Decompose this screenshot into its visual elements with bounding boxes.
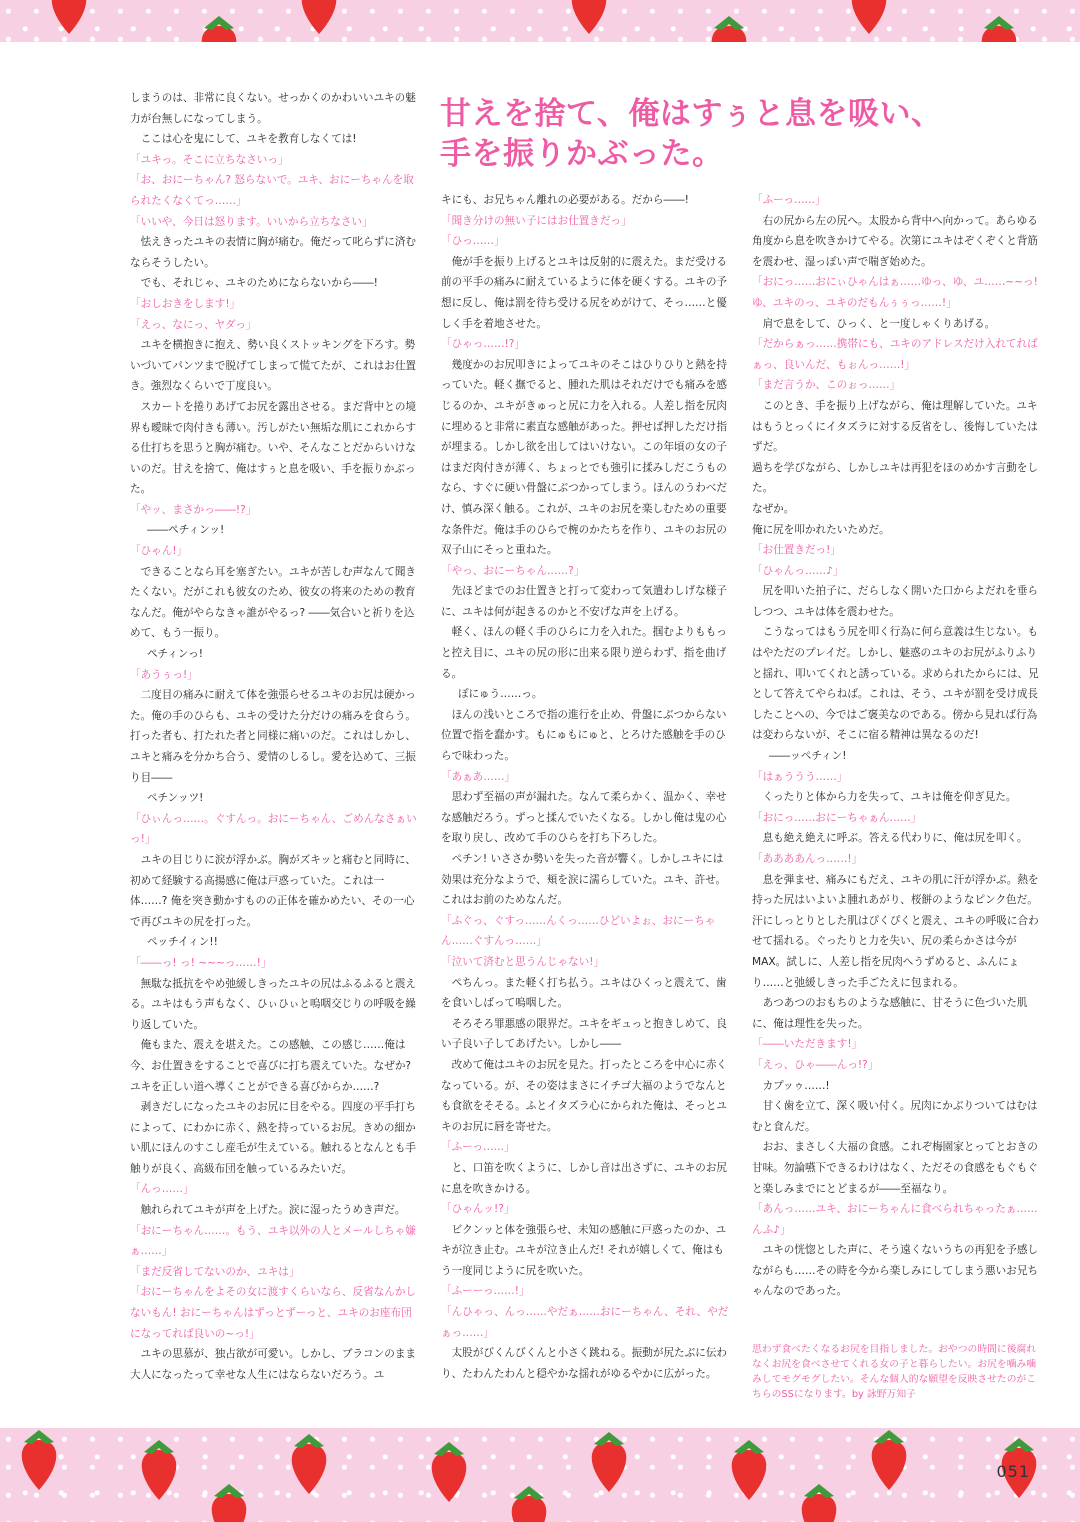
strawberry-icon bbox=[970, 8, 1028, 42]
text-column-3 bbox=[752, 190, 1042, 1302]
dialogue-line: 「ひゃん!」 bbox=[130, 545, 188, 558]
sound-effect-line: ぽにゅう……っ。 bbox=[457, 688, 543, 701]
sound-effect-line: ぺチィンっ! bbox=[146, 648, 204, 661]
strawberry-icon bbox=[190, 8, 248, 42]
sound-effect-line: ペッチイィン!! bbox=[146, 936, 218, 949]
dialogue-line: 「やっ、おにーちゃん……?」 bbox=[441, 564, 585, 577]
strawberry-icon bbox=[700, 8, 758, 42]
dialogue-line: 「ふぐっ、ぐすっ……んくっ……ひどいよぉ、おにーちゃん……ぐすんっ……」 bbox=[441, 914, 716, 948]
narration-paragraph: カプッゥ……! bbox=[762, 1079, 830, 1092]
narration-paragraph: キにも、お兄ちゃん離れの必要がある。だから――! bbox=[441, 194, 689, 206]
dialogue-line: 「ひっ……」 bbox=[441, 235, 505, 248]
narration-paragraph: おお、まさしく大福の食感。これぞ梅園家とってとおきの甘味。勿論嚥下できるわけはなく、ただその食感をもぐもぐと楽しみまでにとどまるが――至福なり。 bbox=[752, 1141, 1038, 1195]
strawberry-icon bbox=[280, 1428, 338, 1496]
strawberry-icon bbox=[860, 1428, 918, 1492]
dialogue-line: 「はぁううう……」 bbox=[752, 770, 848, 783]
strawberry-icon bbox=[10, 1428, 68, 1492]
narration-paragraph: ほんの浅いところで指の進行を止め、骨盤にぶつからない位置で指を蠢かす。もにゅもにゅと、とろけた感触を手のひらで味わった。 bbox=[441, 708, 727, 763]
narration-paragraph: 思わず至福の声が漏れた。なんて柔らかく、温かく、幸せな感触だろう。ずっと揉んでいたくなる。しかし俺は鬼の心を取り戻し、改めて手のひらを打ち下ろした。 bbox=[441, 791, 727, 845]
narration-paragraph: 息も絶え絶えに呼ぶ。答える代わりに、俺は尻を叩く。 bbox=[762, 832, 1028, 845]
strawberry-pattern-band-top bbox=[0, 0, 1080, 42]
narration-paragraph: ペチン! いささか勢いを失った音が響く。しかしユキには効果は充分なようで、頬を涙に濡らしていた。ユキ、許せ。これはお前のためなんだ。 bbox=[441, 853, 727, 907]
narration-paragraph: ユキを横抱きに抱え、勢い良くストッキングを下ろす。勢いづいてパンツまで脱げてしまって慌てたが、これはお仕置き。強烈なくらいで丁度良い。 bbox=[130, 339, 417, 393]
dialogue-line: 「ひぃんっ……。ぐすんっ。おにーちゃん、ごめんなさぁいっ!」 bbox=[130, 812, 417, 846]
strawberry-icon bbox=[200, 1476, 258, 1522]
narration-paragraph: くったりと体から力を失って、ユキは俺を仰ぎ見た。 bbox=[762, 791, 1017, 804]
story-headline bbox=[440, 94, 1040, 174]
narration-paragraph: 右の尻から左の尻へ。太股から背中へ向かって。あらゆる角度から息を吹きかけてやる。次第にユキはぞくぞくと背筋を震わせ、湿っぽい声で喘ぎ始めた。 bbox=[752, 214, 1039, 268]
author-afterword: 思わず食べたくなるお尻を目指しました。おやつの時間に後腐れなくお尻を食べさせてくれる女の子と暮らしたい。お尻を噛み噛みしてモグモグしたい。そんな個人的な願望を反映させたのがこちらのSSになります。by 詠野万知子 bbox=[752, 1344, 1037, 1400]
narration-paragraph: こうなってはもう尻を叩く行為に何ら意義は生じない。もはやただのプレイだ。しかし、魅惑のユキのお尻がふりふりと揺れ、叩いてくれと誘っている。求められたからには、兄として答えてやらねば。これは、そう、ユキが罰を受け成長したことへの、今ではご褒美なのである。傍から見れば行為は変わらないが、そこに宿る精神は異なるのだ! bbox=[752, 626, 1039, 742]
page-number: 051 bbox=[996, 1462, 1030, 1481]
dialogue-line: 「まだ言うか、このぉっ……」 bbox=[752, 379, 901, 392]
narration-paragraph: 二度目の痛みに耐えて体を強張らせるユキのお尻は硬かった。俺の手のひらも、ユキの受けた分だけの痛みを食らう。打った者も、打たれた者と同様に痛いのだ。これはしかし、ユキと痛みを分かち合う、愛情のしるし。愛を込めて、三振り目―― bbox=[130, 689, 417, 784]
narration-paragraph: 触れられてユキが声を上げた。涙に湿ったうめき声だ。 bbox=[140, 1204, 406, 1217]
narration-paragraph: ビクンッと体を強張らせ、未知の感触に戸惑ったのか、ユキが泣き止む。ユキが泣き止んだ! それが嬉しくて、俺はもう一度同じように尻を吹いた。 bbox=[441, 1223, 727, 1277]
dialogue-line: 「泣いて済むと思うんじゃない!」 bbox=[441, 955, 605, 968]
text-column-1 bbox=[130, 88, 420, 1385]
headline-line-2: 手を振りかぶった。 bbox=[440, 136, 724, 172]
dialogue-line: 「おしおきをします!」 bbox=[130, 297, 241, 310]
narration-paragraph: 改めて俺はユキのお尻を見た。打ったところを中心に赤くなっている。が、その姿はまさにイチゴ大福のようでなんとも食欲をそそる。ふとイタズラ心にかられた俺は、そっとユキのお尻に唇を寄せた。 bbox=[441, 1058, 728, 1133]
dialogue-line: 「だからぁっ……携帯にも、ユキのアドレスだけ入れてればぁっ、良いんだ、もぉんっ……!」 bbox=[752, 338, 1038, 371]
dialogue-line: 「お、おにーちゃん? 怒らないで。ユキ、おにーちゃんを取られたくなくてっ……」 bbox=[130, 174, 414, 207]
text-column-2 bbox=[441, 190, 731, 1384]
dialogue-line: 「ふーっ……」 bbox=[441, 1141, 515, 1154]
narration-paragraph: と、口笛を吹くように、しかし音は出さずに、ユキのお尻に息を吹きかける。 bbox=[441, 1161, 728, 1195]
dialogue-line: 「ひゃっ……!?」 bbox=[441, 338, 526, 351]
narration-paragraph: ユキの目じりに涙が浮かぶ。胸がズキッと痛むと同時に、初めて経験する高揚感に俺は戸惑っていた。これは一体……? 俺を突き動かすものの正体を確かめたい、その一心で再びユキの尻を打った。 bbox=[130, 853, 417, 928]
narration-paragraph: 甘く歯を立て、深く吸い付く。尻肉にかぶりついてはむはむと食んだ。 bbox=[752, 1100, 1038, 1133]
strawberry-pattern-band-bottom bbox=[0, 1428, 1080, 1522]
narration-paragraph: 軽く、ほんの軽く手のひらに力を入れた。掴むよりももっと控え目に、ユキの尻の形に出来る限り逆らわず、指を曲げる。 bbox=[441, 626, 727, 680]
dialogue-line: 「んっ……」 bbox=[130, 1183, 194, 1196]
narration-paragraph: ユキの恍惚とした声に、そう遠くないうちの再犯を予感しながらも……その時を今から楽しみにしてしまう悪いお兄ちゃんなのであった。 bbox=[752, 1244, 1039, 1298]
dialogue-line: 「いいや、今日は怒ります。いいから立ちなさい」 bbox=[130, 215, 373, 228]
narration-paragraph: ここは心を鬼にして、ユキを教育しなくては! bbox=[140, 133, 357, 146]
narration-paragraph: ぺちんっ。また軽く打ち払う。ユキはひくっと震えて、歯を食いしばって嗚咽した。 bbox=[441, 976, 727, 1010]
headline-line-1: 甘えを捨て、俺はすぅと息を吸い、 bbox=[440, 96, 943, 132]
dialogue-line: 「聞き分けの無い子にはお仕置きだっ」 bbox=[441, 214, 632, 227]
strawberry-icon bbox=[420, 1434, 478, 1504]
dialogue-line: 「ああああんっ……!」 bbox=[752, 853, 863, 865]
dialogue-line: 「えっ、ひゃ――んっ!?」 bbox=[752, 1058, 879, 1071]
narration-paragraph: 幾度かのお尻叩きによってユキのそこはひりひりと熱を持っていた。軽く撫でると、腫れた肌はそれだけでも痛みを感じるのか、ユキがきゅっと尻に力を入れる。人差し指を尻肉に埋めると非常に素直な感触があった。押せば押しただけ指が埋まる。しかし欲を出してはいけない。この年頃の女の子はまだ肉付きが薄く、ちょっとでも強引に揉みしだこうものなら、すぐに硬い骨盤にぶつかってしまう。ほんのうわべだけ、慎み深く触る。これが、ユキのお尻を楽しむための重要な条件だ。俺は手のひらで椀のかたちを作り、ユキのお尻の双子山にそっと重ねた。 bbox=[441, 358, 728, 557]
narration-paragraph: 尻を叩いた拍子に、だらしなく開いた口からよだれを垂らしつつ、ユキは体を震わせた。 bbox=[752, 585, 1039, 618]
narration-paragraph: できることなら耳を塞ぎたい。ユキが苦しむ声なんて聞きたくない。だがこれも彼女のため、彼女の将来のための教育なんだ。俺がやらなきゃ誰がやるっ? ――気合いと祈りを込めて、もう一振り。 bbox=[130, 565, 417, 640]
dialogue-line: 「ひゃんッ!?」 bbox=[441, 1203, 515, 1216]
narration-paragraph: あつあつのおもちのような感触に、甘そうに色づいた肌に、俺は理性を失った。 bbox=[752, 997, 1028, 1030]
narration-paragraph: 怯えきったユキの表情に胸が痛む。俺だって叱らずに済むならそうしたい。 bbox=[130, 236, 417, 269]
dialogue-line: 「やッ、まさかっ――!?」 bbox=[130, 503, 257, 516]
dialogue-line: 「まだ反省してないのか、ユキは」 bbox=[130, 1265, 300, 1278]
strawberry-icon bbox=[560, 0, 618, 36]
narration-paragraph: 俺もまた、震えを堪えた。この感触、この感じ……俺は今、お仕置きをすることで喜びに打ち震えていた。なぜか? ユキを正しい道へ導くことができる喜びからか……? bbox=[130, 1039, 412, 1093]
narration-paragraph: 無駄な抵抗をやめ弛緩しきったユキの尻はふるふると震える。ユキはもう声もなく、ひぃひぃと嗚咽交じりの呼吸を繰り返していた。 bbox=[130, 977, 417, 1031]
narration-paragraph: 先ほどまでのお仕置きと打って変わって気遣わしげな様子に、ユキは何が起きるのかと不安げな声を上げる。 bbox=[441, 585, 727, 618]
dialogue-line: 「あうぅっ!」 bbox=[130, 668, 198, 681]
sound-effect-line: ――ッペチィン! bbox=[768, 750, 847, 763]
dialogue-line: 「おにーちゃん……。もう、ユキ以外の人とメールしちゃ嫌ぁ……」 bbox=[130, 1224, 416, 1258]
dialogue-line: 「――っ! っ! ~~~っ……!」 bbox=[130, 956, 272, 969]
dialogue-line: 「あぁあ……」 bbox=[441, 770, 516, 783]
dialogue-line: 「ユキっ。そこに立ちなさいっ」 bbox=[130, 153, 289, 166]
narration-paragraph: 俺が手を振り上げるとユキは反射的に震えた。まだ受ける前の平手の痛みに耐えているように体を硬くする。ユキの予想に反し、俺は罰を待ち受ける尻をめがけて、そっ……と優しく手を着地させた。 bbox=[441, 255, 728, 330]
narration-paragraph: 過ちを学びながら、しかしユキは再犯をほのめかす言動をした。 bbox=[752, 461, 1039, 495]
strawberry-icon bbox=[840, 0, 898, 36]
narration-paragraph: 俺に尻を叩かれたいためだ。 bbox=[752, 523, 890, 536]
dialogue-line: 「おにっ……おにぃひゃんはぁ……ゆっ、ゆ、ユ……~~っ! ゆ、ユキのっ、ユキのだもんぅぅっ……!」 bbox=[752, 276, 1038, 309]
sound-effect-line: ペチンッツ! bbox=[146, 792, 204, 805]
narration-paragraph: でも、それじゃ、ユキのためにならないから――! bbox=[140, 277, 378, 290]
strawberry-icon bbox=[500, 1478, 558, 1522]
sound-effect-line: ――ぺチィンッ! bbox=[146, 524, 225, 537]
narration-paragraph: なぜか。 bbox=[752, 502, 795, 515]
dialogue-line: 「おにーちゃんをよその女に渡すくらいなら、反省なんかしないもん! おにーちゃんはずっとずーっと、ユキのお座布団になってれば良いの~っ!」 bbox=[130, 1286, 417, 1340]
dialogue-line: 「んひゃっ、んっ……やだぁ……おにーちゃん、それ、やだぁっ……」 bbox=[441, 1306, 729, 1339]
narration-paragraph: 太股がびくんびくんと小さく跳ねる。振動が尻たぶに伝わり、たわんたわんと穏やかな揺れがゆるやかに広がった。 bbox=[441, 1347, 728, 1380]
narration-paragraph: そろそろ罪悪感の限界だ。ユキをギュっと抱きしめて、良い子良い子してあげたい。しかし―― bbox=[441, 1017, 727, 1051]
narration-paragraph: しまうのは、非常に良くない。せっかくのかわいいユキの魅力が台無しになってしまう。 bbox=[130, 92, 416, 125]
narration-paragraph: スカートを捲りあげてお尻を露出させる。まだ背中との境界も曖昧で肉付きも薄い。汚しがたい無垢な肌にこれからする仕打ちを思うと胸が痛む。いや、そんなことだからいけないのだ。甘えを捨て、俺はすぅと息を吸い、手を振りかぶった。 bbox=[130, 400, 417, 496]
dialogue-line: 「ふーっ……」 bbox=[752, 194, 826, 206]
dialogue-line: 「ふーーっ……!」 bbox=[441, 1285, 530, 1298]
strawberry-icon bbox=[720, 1432, 778, 1502]
strawberry-icon bbox=[290, 0, 348, 36]
dialogue-line: 「おにっ……おにーちゃぁん……」 bbox=[752, 811, 922, 824]
narration-paragraph: 息を弾ませ、痛みにもだえ、ユキの肌に汗が浮かぶ。熱を持った尻はいよいよ腫れあがり、桜餅のようなピンク色だ。汗にしっとりとした肌はぴくぴくと震え、ユキの呼吸に合わせて揺れる。ぐったりと力を失い、尻の柔らかさは今がMAX。試しに、人差し指を尻肉へうずめると、ふんにょり……と弛緩しきった手ごたえに包まれる。 bbox=[752, 873, 1039, 989]
strawberry-icon bbox=[580, 1428, 638, 1494]
dialogue-line: 「――いただきます!」 bbox=[752, 1038, 863, 1051]
strawberry-icon bbox=[790, 1476, 848, 1522]
dialogue-line: 「あんっ……ユキ、おにーちゃんに食べられちゃったぁ……んふ♪」 bbox=[752, 1203, 1038, 1236]
narration-paragraph: ユキの思慕が、独占欲が可愛い。しかし、ブラコンのまま大人になったって幸せな人生にはならないだろう。ユ bbox=[130, 1348, 417, 1381]
dialogue-line: 「ひゃんっ……♪」 bbox=[752, 564, 844, 577]
narration-paragraph: 肩で息をして、ひっく、と一度しゃくりあげる。 bbox=[762, 317, 996, 330]
strawberry-icon bbox=[40, 0, 98, 36]
narration-paragraph: 剥きだしになったユキのお尻に目をやる。四度の平手打ちによって、にわかに赤く、熱を持っているお尻。きめの細かい肌にほんのすこし産毛が生えている。触れるとなんとも手触りが良く、高級布団を触っているみたいだ。 bbox=[130, 1101, 417, 1175]
dialogue-line: 「お仕置きだっ!」 bbox=[752, 544, 841, 557]
dialogue-line: 「えっ、なにっ、ヤダっ」 bbox=[130, 318, 257, 331]
strawberry-icon bbox=[130, 1432, 188, 1502]
narration-paragraph: このとき、手を振り上げながら、俺は理解していた。ユキはもうとっくにイタズラに対する反省をし、後悔していたはずだ。 bbox=[752, 399, 1038, 454]
